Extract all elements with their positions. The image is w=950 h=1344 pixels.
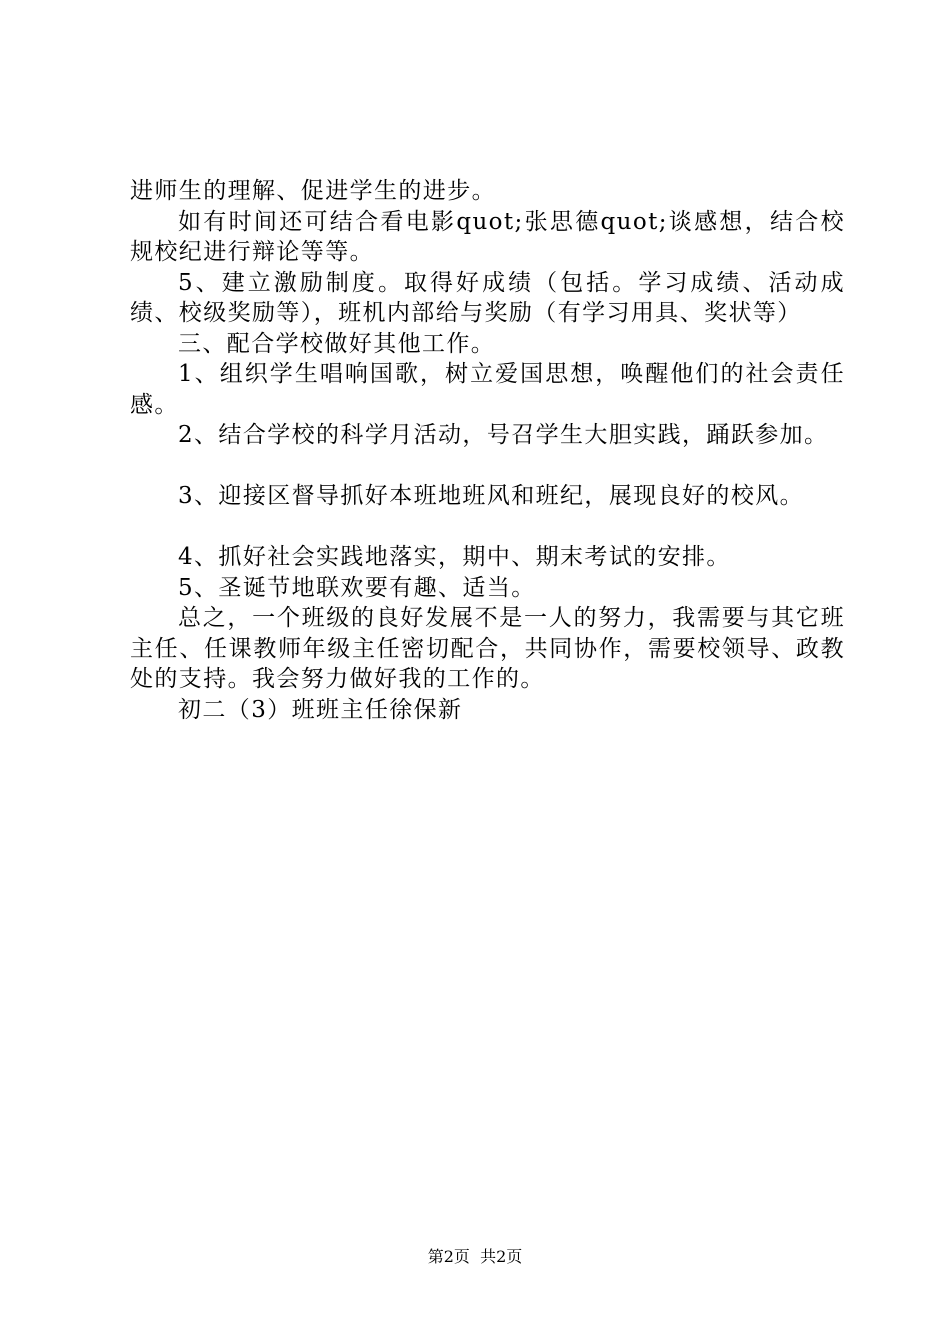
- list-item-3: 3、迎接区督导抓好本班地班风和班纪，展现良好的校风。: [178, 483, 805, 509]
- section-heading-3: 三、配合学校做好其他工作。: [178, 330, 496, 357]
- signature-line: 初二（3）班班主任徐保新: [178, 696, 463, 723]
- paragraph-continuation: 进师生的理解、促进学生的进步。: [130, 178, 496, 204]
- list-item-1: 1、组织学生唱响国歌，树立爱国思想，唤醒他们的社会责任感。: [130, 361, 845, 418]
- paragraph-movie-discussion: 如有时间还可结合看电影quot;张思德quot;谈感想，结合校规校纪进行辩论等等。: [130, 208, 845, 265]
- page-footer: 第2页 共2页: [427, 1247, 523, 1266]
- document-body: [130, 176, 845, 725]
- list-item-5: 5、圣诞节地联欢要有趣、适当。: [178, 574, 536, 601]
- paragraph-conclusion: 总之，一个班级的良好发展不是一人的努力，我需要与其它班主任、任课教师年级主任密切配合，共同协作，需要校领导、政教处的支持。我会努力做好我的工作的。: [130, 605, 845, 692]
- list-item-4: 4、抓好社会实践地落实，期中、期末考试的安排。: [178, 544, 731, 570]
- list-item-2: 2、结合学校的科学月活动，号召学生大胆实践，踊跃参加。: [178, 422, 829, 448]
- paragraph-incentive-system: 5、建立激励制度。取得好成绩（包括。学习成绩、活动成绩、校级奖励等），班机内部给与奖励（有学习用具、奖状等）: [130, 269, 845, 326]
